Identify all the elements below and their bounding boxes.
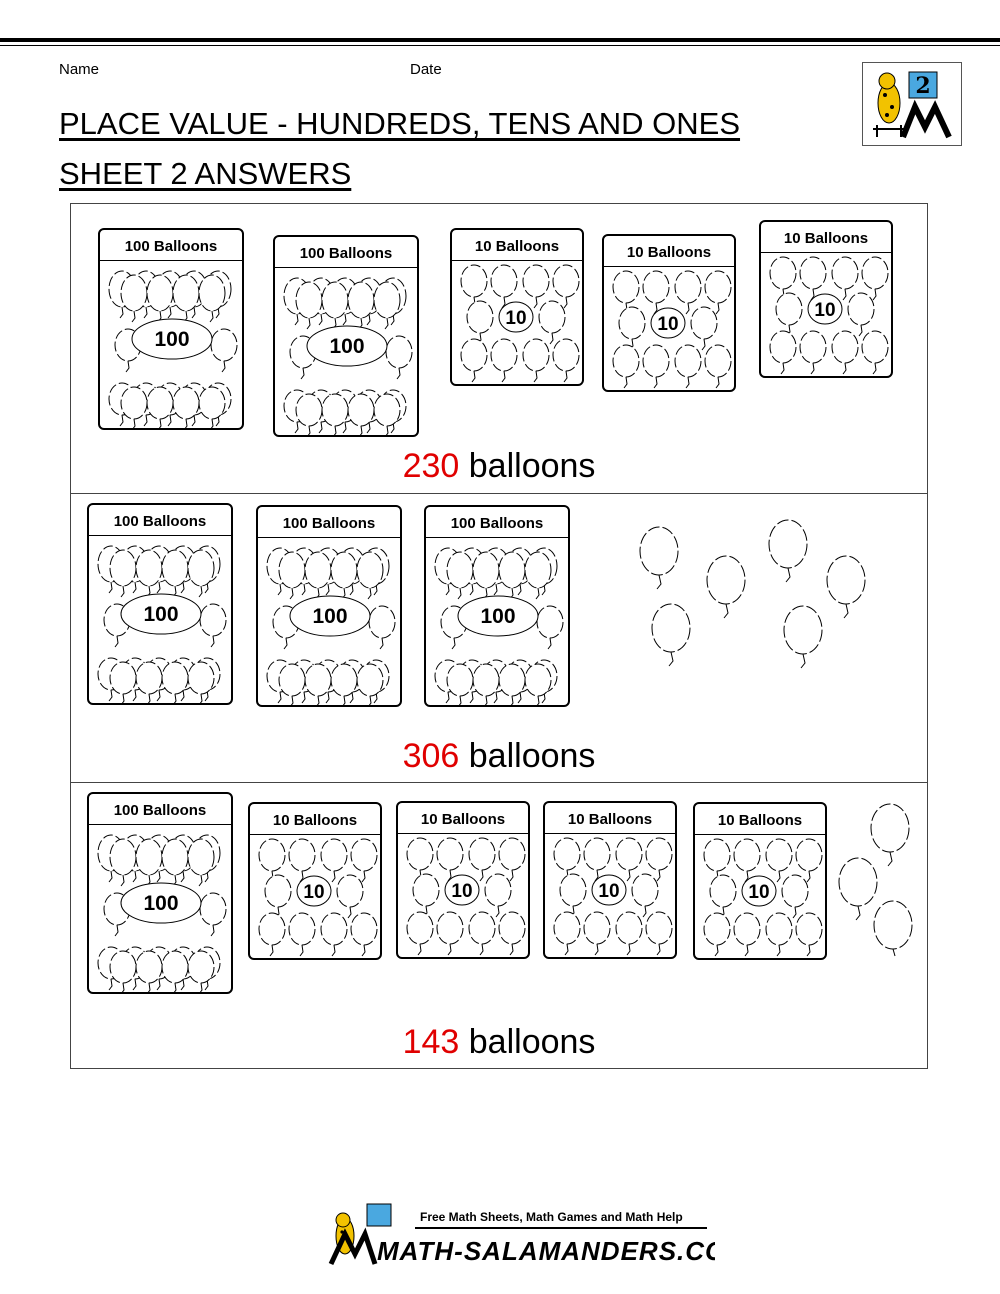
ten-balloons-card [602,234,736,392]
balloon-icon [357,664,383,706]
balloon-cluster-icon [452,261,582,385]
salamander-logo [862,62,962,146]
card-value: 10 [303,882,325,903]
answer-unit: balloons [468,447,596,485]
balloon-icon [121,275,147,322]
balloon-icon [200,893,226,936]
balloon-cluster-icon [398,834,528,958]
card-label: 10 Balloons [604,236,734,267]
footer-brand-name: MATH-SALAMANDERS.COM [377,1236,715,1266]
page-subtitle: SHEET 2 ANSWERS [59,156,352,191]
answer-unit: balloons [468,737,596,775]
card-value: 100 [143,892,179,915]
balloon-icon [199,275,225,322]
balloon-icon [461,339,487,382]
balloon-icon [469,838,495,881]
answer-number: 143 [402,1023,460,1061]
balloon-icon [322,282,348,329]
balloon-icon [296,394,322,436]
balloon-icon [769,520,807,582]
balloon-icon [766,913,792,956]
balloon-icon [584,912,610,955]
balloon-icon [162,550,188,597]
balloon-icon [279,552,305,599]
balloon-icon [616,838,642,881]
card-label: 100 Balloons [275,237,417,268]
balloon-icon [862,331,888,374]
ten-balloons-card [693,802,827,960]
balloon-icon [162,951,188,993]
balloon-cluster-icon [89,536,231,704]
balloon-icon [827,556,865,618]
date-label: Date [410,61,442,78]
card-label: 10 Balloons [398,803,528,834]
balloon-cluster-icon [545,834,675,958]
balloon-icon [413,874,439,917]
card-label: 10 Balloons [761,222,891,253]
balloon-icon [147,387,173,429]
card-value: 100 [143,603,179,626]
answer-number: 230 [402,447,460,485]
balloon-icon [652,604,690,666]
single-balloons-group [626,514,886,674]
balloon-icon [584,838,610,881]
balloon-icon [560,874,586,917]
balloon-icon [188,550,214,597]
balloon-icon [613,345,639,388]
balloon-icon [616,912,642,955]
hundred-balloons-card [87,503,233,705]
balloon-icon [337,875,363,918]
balloon-icon [369,606,395,649]
balloon-icon [832,331,858,374]
balloon-icon [525,664,551,706]
salamander-logo-icon [863,63,961,145]
balloon-icon [211,329,237,372]
answer-1 [71,447,927,486]
balloon-cluster-icon [258,538,400,706]
top-rule-thin [0,45,1000,46]
balloon-icon [289,839,315,882]
ten-balloons-card [248,802,382,960]
balloon-icon [734,913,760,956]
card-value: 100 [154,328,190,351]
balloon-icon [469,912,495,955]
answer-3 [71,1023,927,1062]
hundred-balloons-card [424,505,570,707]
card-value: 100 [329,335,365,358]
card-label: 100 Balloons [89,505,231,536]
hundred-balloons-card [256,505,402,707]
balloon-cluster-icon [426,538,568,706]
balloon-icon [640,527,678,589]
balloon-icon [447,552,473,599]
balloon-icon [473,664,499,706]
balloon-icon [110,550,136,597]
balloon-icon [499,912,525,955]
balloon-icon [259,913,285,956]
card-label: 10 Balloons [250,804,380,835]
balloon-icon [499,552,525,599]
balloon-icon [173,275,199,322]
balloon-icon [619,307,645,350]
balloon-icon [871,804,909,866]
balloon-cluster-icon [761,253,891,377]
balloon-icon [553,265,579,308]
balloon-icon [643,345,669,388]
balloon-icon [331,664,357,706]
hundred-balloons-card [87,792,233,994]
ten-balloons-card [543,801,677,959]
balloon-cluster-icon [100,261,242,429]
ten-balloons-card [396,801,530,959]
balloon-icon [710,875,736,918]
balloon-icon [491,339,517,382]
balloon-icon [121,387,147,429]
card-value: 100 [480,605,516,628]
balloon-icon [265,875,291,918]
balloon-icon [348,394,374,436]
footer-tagline: Free Math Sheets, Math Games and Math Help [420,1210,683,1224]
top-rule [0,38,1000,42]
card-value: 10 [814,300,836,321]
logo-grade: 2 [915,73,931,99]
balloon-icon [848,293,874,336]
balloon-icon [874,901,912,956]
balloon-icon [351,913,377,956]
balloon-icon [704,913,730,956]
balloon-icon [782,875,808,918]
balloon-icon [437,838,463,881]
balloon-icon [374,394,400,436]
balloon-icon [523,339,549,382]
balloon-icon [279,664,305,706]
card-label: 10 Balloons [545,803,675,834]
balloon-icon [136,951,162,993]
balloon-icon [374,282,400,329]
balloon-icon [862,257,888,300]
balloon-icon [321,839,347,882]
balloon-icon [643,271,669,314]
balloon-cluster-icon [604,267,734,391]
card-label: 100 Balloons [89,794,231,825]
balloon-icon [348,282,374,329]
balloon-icon [200,604,226,647]
card-label: 10 Balloons [695,804,825,835]
balloon-icon [305,664,331,706]
balloon-icon [554,912,580,955]
balloon-icon [537,606,563,649]
balloon-icon [386,336,412,379]
balloon-icon [136,550,162,597]
card-value: 10 [598,881,620,902]
card-label: 100 Balloons [258,507,400,538]
balloon-icon [467,301,493,344]
balloon-icon [305,552,331,599]
balloon-icon [800,257,826,300]
balloon-icon [162,662,188,704]
balloon-icon [136,839,162,886]
balloon-icon [199,387,225,429]
card-value: 10 [748,882,770,903]
balloon-icon [188,839,214,886]
card-value: 100 [312,605,348,628]
math-salamanders-logo-icon [325,1200,715,1270]
hundred-balloons-card [98,228,244,430]
balloon-icon [632,874,658,917]
name-label: Name [59,61,100,78]
answer-number: 306 [402,737,460,775]
balloon-icon [331,552,357,599]
card-label: 100 Balloons [100,230,242,261]
balloon-icon [646,912,672,955]
balloon-icon [321,913,347,956]
balloon-icon [776,293,802,336]
balloon-icon [110,839,136,886]
balloon-icon [491,265,517,308]
balloon-icon [523,265,549,308]
card-value: 10 [451,881,473,902]
balloon-icon [675,345,701,388]
card-label: 10 Balloons [452,230,582,261]
balloon-icon [691,307,717,350]
balloon-icon [784,606,822,668]
balloon-icon [770,331,796,374]
balloon-cluster-icon [89,825,231,993]
footer-brand [325,1200,715,1270]
balloon-icon [734,839,760,882]
balloon-icon [796,913,822,956]
balloon-icon [357,552,383,599]
balloon-icon [707,556,745,618]
problem-row-3 [71,782,927,1068]
balloon-icon [675,271,701,314]
balloon-icon [322,394,348,436]
balloon-icon [766,839,792,882]
balloon-icon [136,662,162,704]
balloon-icon [147,275,173,322]
page-title: PLACE VALUE - HUNDREDS, TENS AND ONES [59,106,741,141]
card-label: 100 Balloons [426,507,568,538]
balloon-icon [705,271,731,314]
answer-2 [71,737,927,776]
balloon-icon [188,662,214,704]
balloon-icon [110,662,136,704]
balloon-icon [289,913,315,956]
balloon-icon [188,951,214,993]
balloon-icon [553,339,579,382]
balloon-icon [499,838,525,881]
balloon-icon [796,839,822,882]
ten-balloons-card [450,228,584,386]
balloon-icon [539,301,565,344]
card-value: 10 [505,308,527,329]
balloon-icon [800,331,826,374]
balloon-icon [447,664,473,706]
balloon-icon [525,552,551,599]
balloon-cluster-icon [695,835,825,959]
balloon-cluster-icon [275,268,417,436]
balloon-cluster-icon [250,835,380,959]
balloon-icon [162,839,188,886]
balloon-icon [705,345,731,388]
balloon-icon [832,257,858,300]
balloon-icon [110,951,136,993]
balloon-icon [839,858,877,920]
balloon-icon [173,387,199,429]
balloon-icon [296,282,322,329]
balloon-icon [407,912,433,955]
problem-row-1 [71,204,927,493]
answer-sheet [70,203,928,1069]
problem-row-2 [71,493,927,782]
ten-balloons-card [759,220,893,378]
answer-unit: balloons [468,1023,596,1061]
single-balloons-group [833,798,923,958]
balloon-icon [473,552,499,599]
balloon-icon [646,838,672,881]
balloon-icon [485,874,511,917]
card-value: 10 [657,314,679,335]
hundred-balloons-card [273,235,419,437]
balloon-icon [351,839,377,882]
balloon-icon [437,912,463,955]
